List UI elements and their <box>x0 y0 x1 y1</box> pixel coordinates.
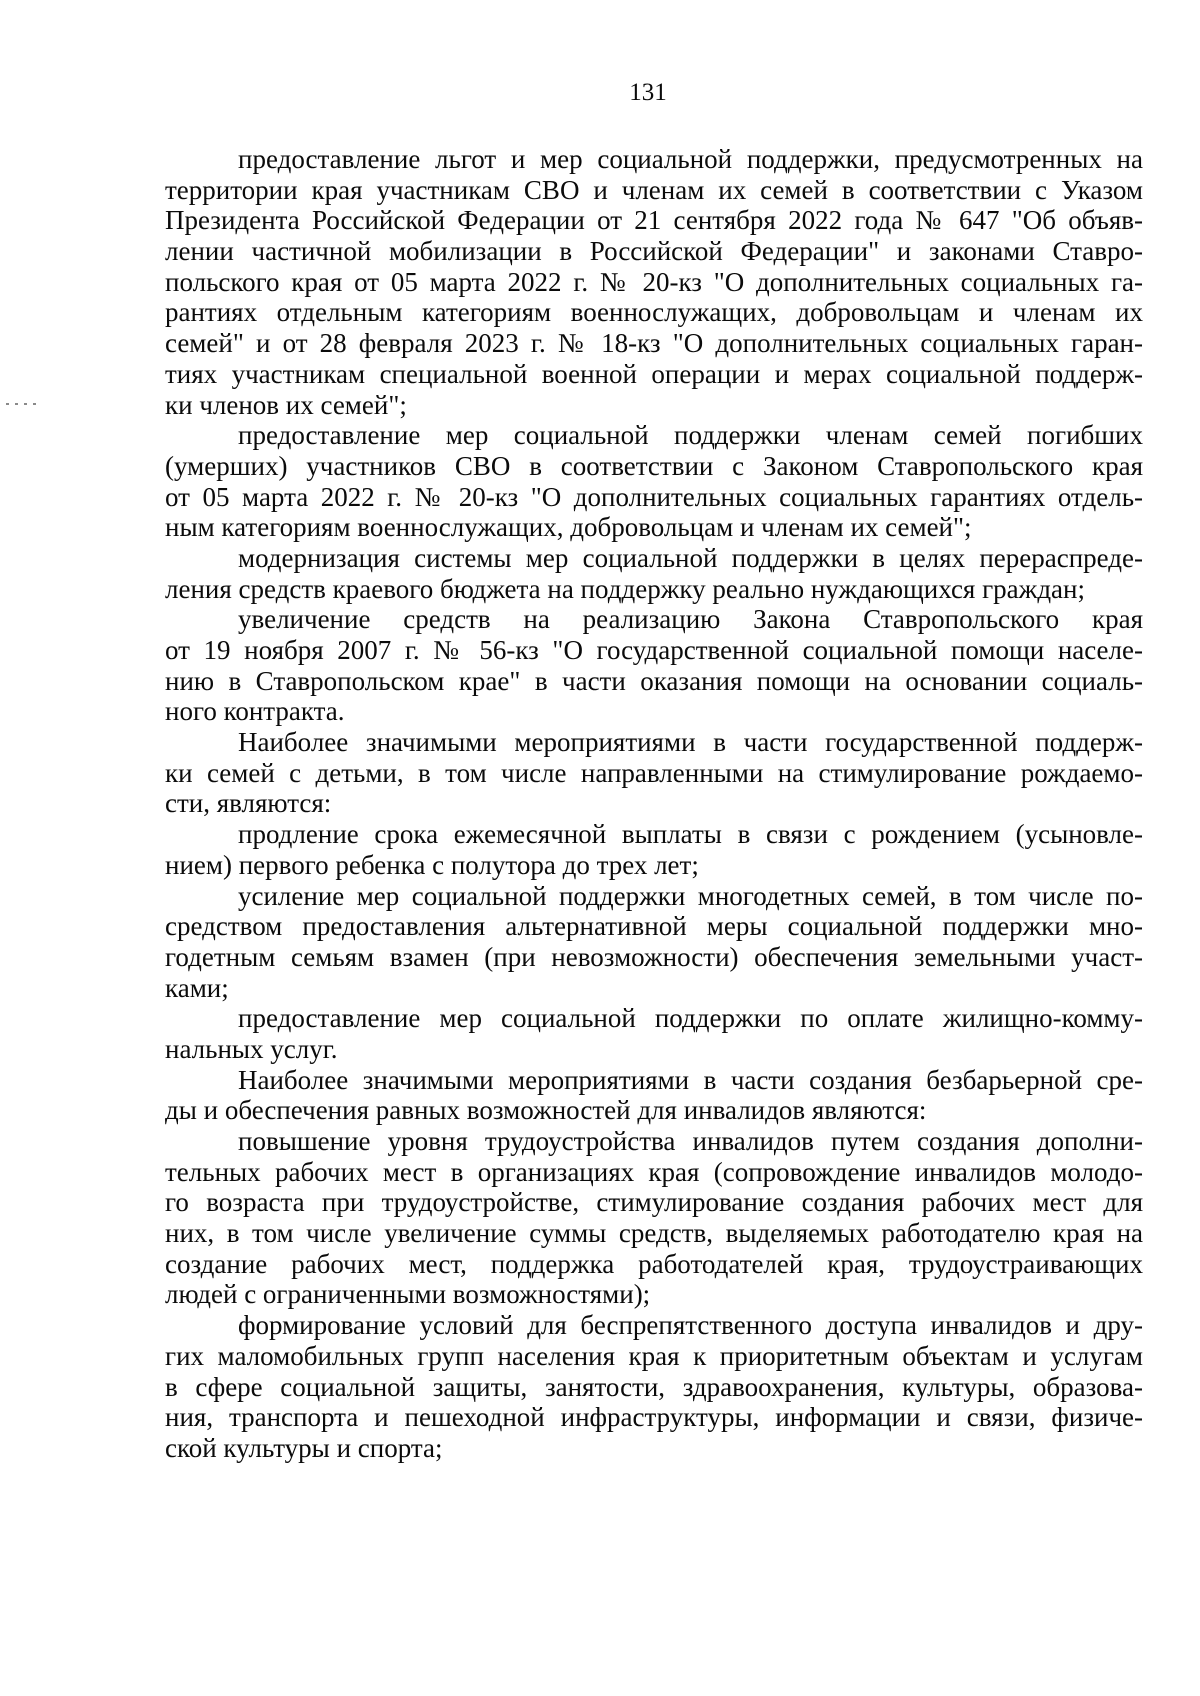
text-line: ки членов их семей"; <box>165 389 407 420</box>
text-line: формирование условий для беспрепятственного доступа инвалидов и дру- <box>238 1310 1143 1341</box>
paragraph <box>165 420 1143 543</box>
text-line: средством предоставления альтернативной меры социальной поддержки мно- <box>165 911 1143 942</box>
text-line: тиях участникам специальной военной операции и мерах социальной поддерж- <box>165 358 1143 389</box>
text-line: тельных рабочих мест в организациях края (сопровождение инвалидов молодо- <box>165 1156 1143 1187</box>
text-line: увеличение средств на реализацию Закона Ставропольского края <box>238 604 1143 635</box>
paragraph <box>165 144 1143 420</box>
text-line: нальных услуг. <box>165 1033 338 1064</box>
paragraph <box>165 1126 1143 1310</box>
paragraph <box>165 819 1143 880</box>
text-line: продление срока ежемесячной выплаты в связи с рождением (усыновле- <box>238 819 1143 850</box>
text-line: ния, транспорта и пешеходной инфраструктуры, информации и связи, физиче- <box>165 1402 1143 1433</box>
text-line: ды и обеспечения равных возможностей для инвалидов являются: <box>165 1095 927 1126</box>
paragraph <box>165 543 1143 604</box>
text-line: (умерших) участников СВО в соответствии с Законом Ставропольского края <box>165 450 1143 481</box>
paragraph <box>165 1310 1143 1463</box>
text-line: в сфере социальной защиты, занятости, здравоохранения, культуры, образова- <box>165 1371 1143 1402</box>
text-line: предоставление льгот и мер социальной поддержки, предусмотренных на <box>238 144 1143 174</box>
text-line: Наиболее значимыми мероприятиями в части государственной поддерж- <box>238 727 1143 758</box>
paragraph <box>165 881 1143 1004</box>
text-line: предоставление мер социальной поддержки по оплате жилищно-комму- <box>238 1003 1143 1034</box>
scan-margin-mark <box>6 403 40 405</box>
paragraph <box>165 727 1143 819</box>
text-line: повышение уровня трудоустройства инвалидов путем создания дополни- <box>238 1126 1143 1156</box>
text-line: лении частичной мобилизации в Российской Федерации" и законами Ставро- <box>165 236 1143 267</box>
paragraph <box>165 1003 1143 1064</box>
text-line: создание рабочих мест, поддержка работодателей края, трудоустраивающих <box>165 1248 1143 1279</box>
text-line: ской культуры и спорта; <box>165 1432 443 1463</box>
paragraph <box>165 604 1143 727</box>
text-line: Президента Российской Федерации от 21 сентября 2022 года № 647 "Об объяв- <box>165 205 1143 236</box>
text-line: польского края от 05 марта 2022 г. № 20-кз "О дополнительных социальных га- <box>165 266 1143 297</box>
text-line: людей с ограниченными возможностями); <box>165 1279 651 1310</box>
text-line: от 19 ноября 2007 г. № 56-кз "О государственной социальной помощи населе- <box>165 635 1143 665</box>
text-line: го возраста при трудоустройстве, стимулирование создания рабочих мест для <box>165 1187 1143 1218</box>
paragraph <box>165 1065 1143 1126</box>
text-line: нию в Ставропольском крае" в части оказания помощи на основании социаль- <box>165 665 1143 696</box>
text-line: усиление мер социальной поддержки многодетных семей, в том числе по- <box>238 880 1143 911</box>
text-line: ным категориям военнослужащих, добровольцам и членам их семей"; <box>165 512 972 543</box>
text-line: модернизация системы мер социальной поддержки в целях перераспреде- <box>238 542 1143 573</box>
text-line: ками; <box>165 972 229 1003</box>
text-line: семей" и от 28 февраля 2023 г. № 18-кз "О дополнительных социальных гаран- <box>165 328 1143 359</box>
text-line: Наиболее значимыми мероприятиями в части создания безбарьерной сре- <box>238 1064 1143 1095</box>
text-line: рантиях отдельным категориям военнослужащих, добровольцам и членам их <box>165 297 1143 328</box>
text-line: предоставление мер социальной поддержки членам семей погибших <box>238 420 1143 451</box>
text-line: ного контракта. <box>165 696 345 727</box>
body-text <box>165 144 1143 1464</box>
text-line: ки семей с детьми, в том числе направленными на стимулирование рождаемо- <box>165 757 1143 788</box>
text-line: от 05 марта 2022 г. № 20-кз "О дополнительных социальных гарантиях отдель- <box>165 481 1143 512</box>
text-line: них, в том числе увеличение суммы средств, выделяемых работодателю края на <box>165 1218 1143 1249</box>
text-line: нием) первого ребенка с полутора до трех лет; <box>165 849 699 880</box>
text-line: сти, являются: <box>165 788 332 819</box>
text-line: годетным семьям взамен (при невозможности) обеспечения земельными участ- <box>165 941 1143 972</box>
text-line: гих маломобильных групп населения края к приоритетным объектам и услугам <box>165 1340 1143 1371</box>
text-line: ления средств краевого бюджета на поддержку реально нуждающихся граждан; <box>165 573 1085 604</box>
text-line: территории края участникам СВО и членам их семей в соответствии с Указом <box>165 174 1143 205</box>
page-number: 131 <box>629 79 667 106</box>
